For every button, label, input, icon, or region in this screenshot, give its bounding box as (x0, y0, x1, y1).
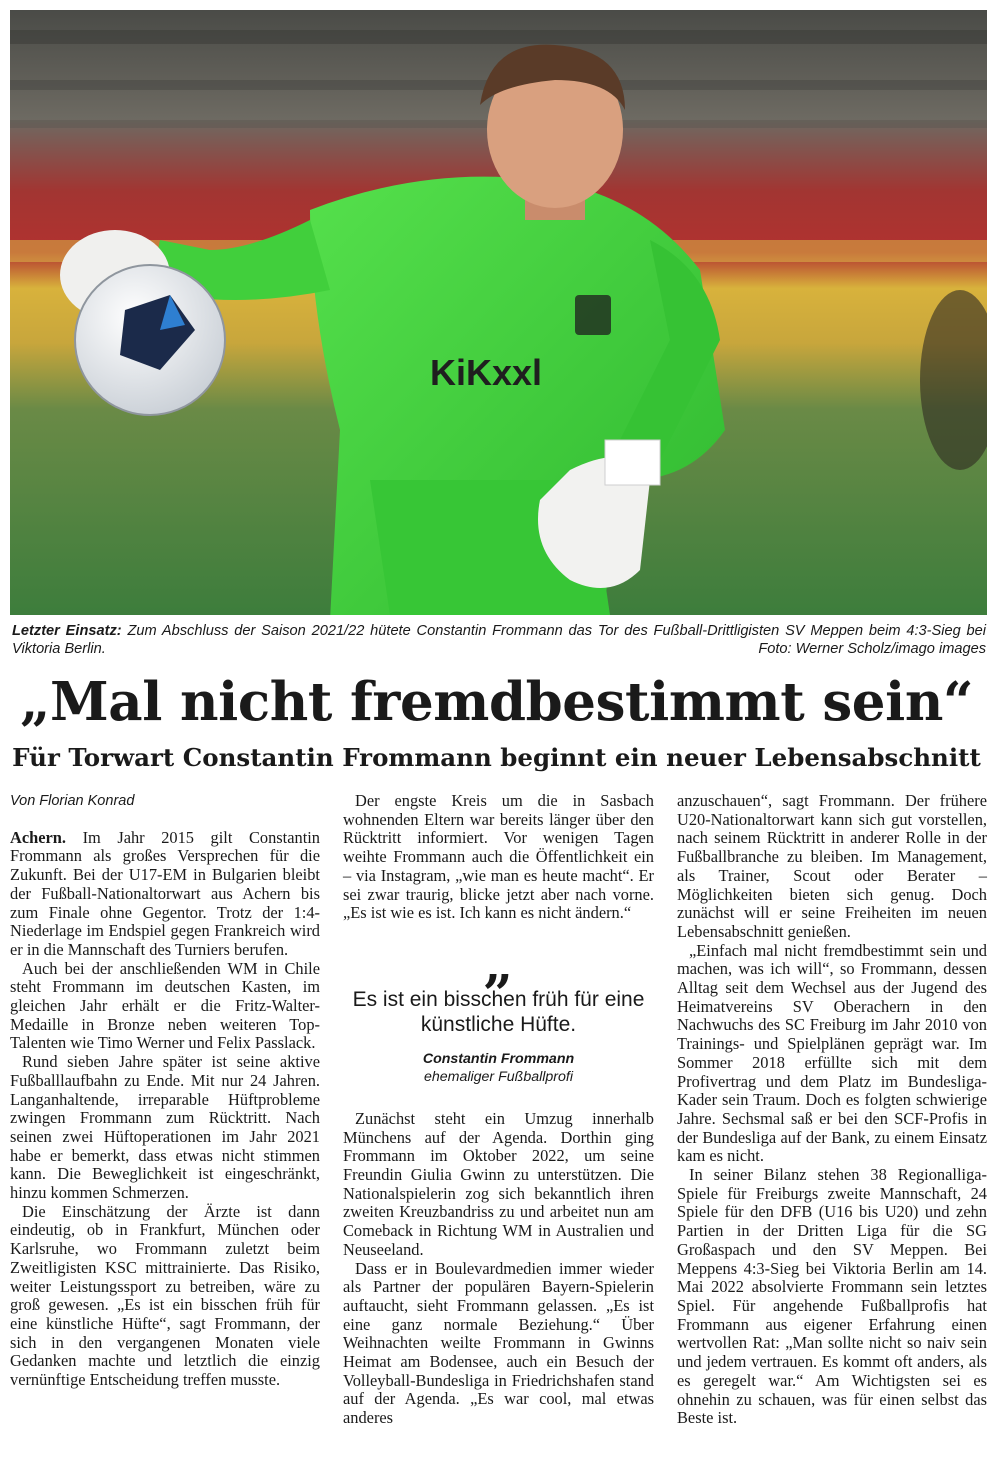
article-column-3 (677, 792, 987, 1428)
paragraph: Die Einschätzung der Ärzte ist dann eindeutig, ob in Frankfurt, München oder Karlsruhe, wo Frommann zuletzt beim Zweitligisten KSC mittrainierte. Das Risiko, weiter Leistungssport zu betreiben, wäre zu groß gewesen. „Es ist ein bisschen früh für eine künstliche Hüfte“, sagt Frommann, der sich in den vergangenen Monaten viele Gedanken machte und letztlich die einzig vernünftige Entscheidung treffen musste. (10, 1201, 320, 1390)
paragraph: In seiner Bilanz stehen 38 Regionalliga-Spiele für Freiburgs zweite Mannschaft, 24 Spiele für den DFB (U16 bis U20) und zehn Partien in der Dritten Liga für die SG Großaspach und den SV Meppen. Bei Meppens 4:3-Sieg bei Viktoria Berlin am 14. Mai 2022 absolvierte Frommann sein letztes Spiel. Für angehende Fußballprofis hat Frommann aus eigener Erfahrung einen wertvollen Rat: „Man sollte nicht so naiv sein und jedem vertrauen. Es kommt oft anders, als es geregelt war.“ Am Wichtigsten sei es ohnehin zu schauen, was für einen selbst das Beste ist. (677, 1165, 987, 1428)
quote-role: ehemaliger Fußballprofi (423, 1068, 574, 1085)
headline: „Mal nicht fremdbestimmt sein“ (19, 671, 974, 733)
photo-caption (12, 622, 986, 658)
paragraph: „Einfach mal nicht fremdbestimmt sein und machen, was ich will“, so Frommann, dessen Alltag seit dem Wechsel aus der Jugend des Heimatvereins SV Oberachern in den Nachwuchs des SC Freiburg im Jahr 2010 von Trainings- und Spielplänen geprägt war. Im Sommer 2018 erfüllte sich mit dem Profivertrag und dem Platz im Bundesliga-Kader sein Traum. Doch es folgten schwierige Jahre. Sechsmal saß er bei den SCF-Profis in der Bundesliga auf der Bank, zu einem Einsatz kam es nicht. (677, 940, 987, 1166)
dateline: Achern. (10, 827, 66, 847)
byline: Von Florian Konrad (10, 793, 135, 809)
caption-lead: Letzter Einsatz: (12, 623, 122, 639)
article-column-2 (343, 792, 654, 1428)
paragraph (10, 829, 320, 960)
quote-author: Constantin Frommann (422, 1050, 575, 1067)
article-photo (10, 10, 987, 615)
paragraph: Der engste Kreis um die in Sasbach wohnenden Eltern war bereits länger über den Rücktritt informiert. Vor wenigen Tagen weihte Frommann auch die Öffentlichkeit ein – via Instagram, „wie man es heute macht“. Er sei zwar traurig, blicke jetzt aber nach vorne. „Es ist wie es ist. Ich kann es nicht ändern.“ (343, 791, 654, 923)
quote-text: Es ist ein bisschen früh für eine künstliche Hüfte. (352, 987, 645, 1037)
photo-credit: Foto: Werner Scholz/imago images (758, 641, 986, 657)
subheadline: Für Torwart Constantin Frommann beginnt ein neuer Lebensabschnitt (12, 743, 981, 772)
paragraph: anzuschauen“, sagt Frommann. Der frühere U20-Nationaltorwart kann sich gut vorstellen, nach seinem Rücktritt in anderer Rolle in der Fußballbranche zu bleiben. Im Management, als Trainer, Scout oder Berater – Möglichkeiten bieten sich genug. Doch zunächst will er seine Freiheiten im neuen Lebensabschnitt genießen. (677, 791, 987, 941)
paragraph-text: Im Jahr 2015 gilt Constantin Frommann als großes Versprechen für die Zukunft. Bei der U17-EM in Bulgarien bleibt der Fußball-Nationaltorwart aus Achern bis zum Finale ohne Gegentor. Trotz der 1:4-Niederlage im Endspiel gegen Frankreich wird er in die Mannschaft des Turniers berufen. (10, 827, 320, 959)
svg-text:KiKxxl: KiKxxl (430, 352, 543, 393)
article-column-1 (10, 792, 320, 1390)
paragraph: Dass er in Boulevardmedien immer wieder als Partner der populären Bayern-Spielerin auftaucht, sieht Frommann gelassen. „Es ist eine ganz normale Beziehung.“ Über Weihnachten weilte Frommann in Gwinns Heimat am Bodensee, auch ein Besuch der Volleyball-Bundesliga in Friedrichshafen stand auf der Agenda. „Es war cool, mal etwas anderes (343, 1258, 654, 1428)
paragraph: Auch bei der anschließenden WM in Chile steht Frommann im deutschen Kasten, im gleichen Jahr erhält er die Fritz-Walter-Medaille in Bronze neben weiteren Top-Talenten wie Timo Werner und Felix Passlack. (10, 958, 320, 1053)
pull-quote (343, 933, 654, 1086)
caption-text: Zum Abschluss der Saison 2021/22 hütete Constantin Frommann das Tor des Fußball-Drittligisten SV Meppen beim 4:3-Sieg bei Viktoria Berlin. (12, 623, 987, 657)
paragraph: Zunächst steht ein Umzug innerhalb Münchens auf der Agenda. Dorthin ging Frommann im Oktober 2022, um seine Freundin Giulia Gwinn zu unterstützen. Die Nationalspielerin zog sich bekanntlich ihren zweiten Kreuzbandriss zu und arbeitet nun am Comeback in Richtung WM in Australien und Neuseeland. (343, 1108, 654, 1259)
quote-mark-icon: „ (483, 933, 514, 995)
paragraph: Rund sieben Jahre später ist seine aktive Fußballlaufbahn zu Ende. Mit nur 24 Jahren. Langanhaltende, irreparable Hüftprobleme zwingen Frommann zum Rücktritt. Nach seinen zwei Hüftoperationen im Jahr 2021 habe er bemerkt, dass etwas nicht stimmen kann. Die Beweglichkeit ist eingeschränkt, hinzu kommen Schmerzen. (10, 1052, 320, 1203)
